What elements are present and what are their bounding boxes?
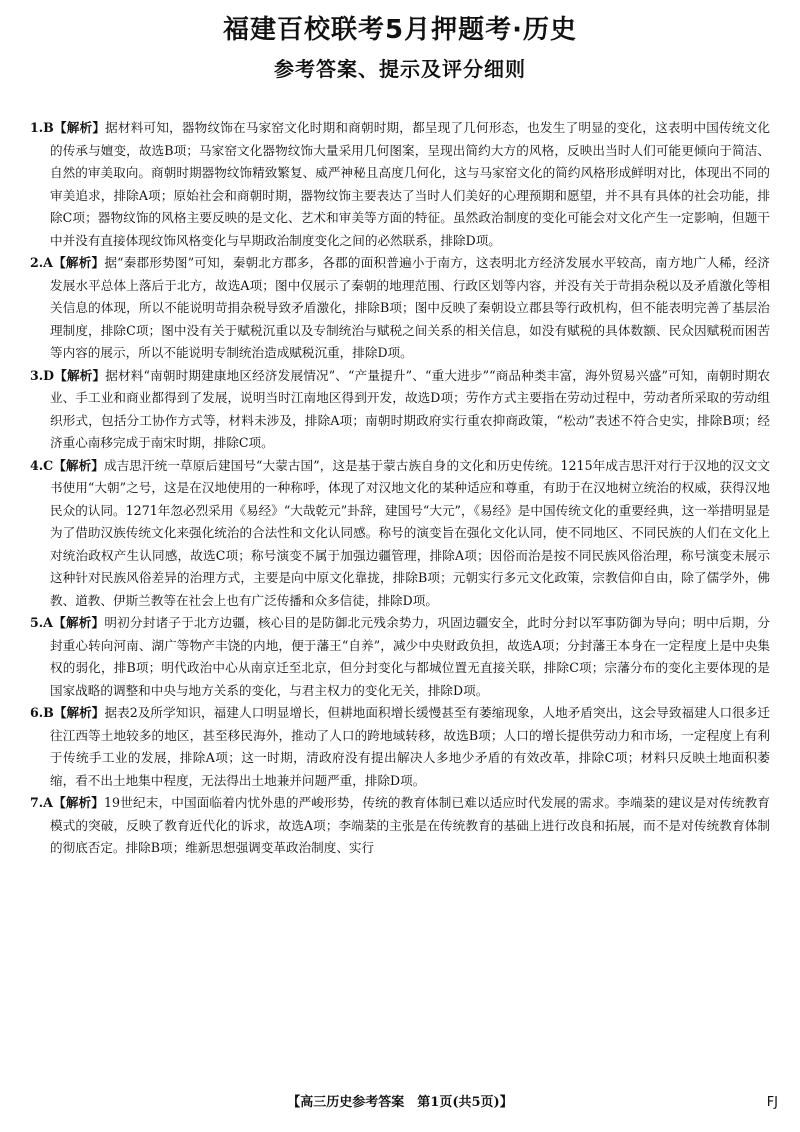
analysis-tag: 【解析】 — [52, 255, 105, 270]
answer-item-4 — [30, 455, 770, 613]
answer-list — [30, 117, 770, 860]
answer-number: 6.B — [30, 705, 54, 720]
document-subtitle: 参考答案、提示及评分细则 — [274, 57, 526, 81]
answer-text: 明初分封诸子于北方边疆，核心目的是防御北元残余势力，巩固边疆安全，此时分封以军事防御为导向；明中后期，分封重心转向河南、湖广等物产丰饶的内地，便于藩王“自养”，减少中央财政负担，故选A项；分封藩王本身在一定程度上是中央集权的弱化，排B项；明代政治中心从南京迁至北京，但分封变化与都城位置无直接关联，排除C项；宗藩分布的变化主要体现的是国家战略的调整和中央与地方关系的变化，与君主权力的变化无关，排除D项。 — [50, 615, 771, 698]
answer-text: 据表2及所学知识，福建人口明显增长，但耕地面积增长缓慢甚至有萎缩现象，人地矛盾突出，这会导致福建人口很多迁往江西等土地较多的地区，甚至移民海外，推动了人口的跨地域转移，故选B项；人口的增长提供劳动力和市场，一定程度上有利于传统手工业的发展，排除A项；这一时期，清政府没有提出解决人多地少矛盾的有效改革，排除C项；材料只反映土地面积萎缩，看不出土地集中程度，无法得出土地兼并问题严重，排除D项。 — [50, 705, 771, 788]
answer-number: 5.A — [30, 615, 53, 630]
answer-number: 2.A — [30, 255, 53, 270]
analysis-tag: 【解析】 — [53, 120, 106, 135]
answer-text: 据“秦郡形势图”可知，秦朝北方郡多，各郡的面积普遍小于南方，这表明北方经济发展水平较高，南方地广人稀，经济发展水平总体上落后于北方，故选A项；图中仅展示了秦朝的地理范围、行政区划等内容，并没有关于苛捐杂税以及矛盾激化等相关信息的体现，所以不能说明苛捐杂税导致矛盾激化，排除B项；图中反映了秦朝设立郡县等行政机构，但不能表明完善了基层治理制度，排除C项；图中没有关于赋税沉重以及专制统治与赋税之间关系的相关信息，如没有赋税的具体数额、民众因赋税而困苦等内容的展示，所以不能说明专制统治造成赋税沉重，排除D项。 — [50, 255, 770, 360]
region-code: FJ — [766, 1095, 778, 1110]
document-title: 福建百校联考5月押题考·历史 — [223, 15, 577, 45]
analysis-tag: 【解析】 — [52, 795, 105, 810]
answer-item-5 — [30, 612, 770, 702]
analysis-tag: 【解析】 — [53, 705, 105, 720]
analysis-tag: 【解析】 — [54, 367, 106, 383]
answer-item-6 — [30, 702, 770, 792]
answer-number: 1.B — [30, 120, 54, 135]
answer-number: 7.A — [30, 795, 53, 810]
answer-item-7 — [30, 792, 770, 860]
analysis-tag: 【解析】 — [53, 457, 104, 473]
answer-text: 据材料“南朝时期建康地区经济发展情况”、“产量提升”、“重大进步”“商品种类丰富，海外贸易兴盛”可知，南朝时期农业、手工业和商业都得到了发展，说明当时江南地区得到开发，故选D项；劳作方式主要指在劳动过程中，劳动者所采取的劳动组织形式，包括分工协作方式等，材料未涉及，排除A项；南朝时期政府实行重农抑商政策，“松动”表述不符合史实，排除B项；经济重心南移完成于南宋时期，排除C项。 — [50, 367, 770, 450]
answer-item-2 — [30, 252, 770, 365]
answer-item-1 — [30, 117, 770, 252]
answer-number: 3.D — [30, 367, 55, 383]
answer-text: 19世纪末，中国面临着内忧外患的严峻形势，传统的教育体制已难以适应时代发展的需求。李端棻的建议是对传统教育模式的突破，反映了教育近代化的诉求，故选A项；李端棻的主张是在传统教育的基础上进行改良和拓展，而不是对传统教育体制的彻底否定。排除B项；维新思想强调变革政治制度、实行 — [50, 795, 770, 855]
answer-text: 成吉思汗统一草原后建国号“大蒙古国”，这是基于蒙古族自身的文化和历史传统。1215年成吉思汗对行于汉地的汉文文书使用“大朝”之号，这是在汉地使用的一种称呼，体现了对汉地文化的某种适应和尊重，有助于在汉地树立统治的权威，获得汉地民众的认同。1271年忽必烈采用《易经》“大哉乾元”卦辞，建国号“大元”，《易经》是中国传统文化的重要经典，这一举措明显是为了借助汉族传统文化来强化统治的合法性和文化认同感。称号的演变旨在强化文化认同，使不同地区、不同民族的人们在文化上对统治政权产生认同感，故选C项；称号演变不属于加强边疆管理，排除A项；因俗而治是按不同民族风俗治理，称号演变未展示这种针对民族风俗差异的治理方式，主要是向中原文化靠拢，排除B项；元朝实行多元文化政策，宗教信仰自由，除了儒学外，佛教、道教、伊斯兰教等在社会上也有广泛传播和众多信徒，排除D项。 — [50, 457, 771, 608]
answer-text: 据材料可知，器物纹饰在马家窑文化时期和商朝时期，都呈现了几何形态，也发生了明显的变化，这表明中国传统文化的传承与嬗变，故选B项；马家窑文化器物纹饰大量采用几何图案，呈现出简约大方的风格，反映出当时人们可能更倾向于简洁、自然的审美取向。商朝时期器物纹饰精致繁复、威严神秘且高度几何化，这与马家窑文化的简约风格形成鲜明对比，体现出不同的审美追求，排除A项；原始社会和商朝时期，器物纹饰主要表达了当时人们美好的心理预期和愿望，并不具有具体的社会功能，排除C项；器物纹饰的风格主要反映的是文化、艺术和审美等方面的特征。虽然政治制度的变化可能会对文化产生一定影响，但题干中并没有直接体现纹饰风格变化与早期政治制度变化之间的必然联系，排除D项。 — [50, 120, 771, 248]
answer-number: 4.C — [30, 457, 54, 473]
answer-item-3 — [30, 365, 770, 455]
analysis-tag: 【解析】 — [52, 615, 105, 630]
page-footer: 【高三历史参考答案 第1页(共5页)】 — [287, 1095, 513, 1110]
